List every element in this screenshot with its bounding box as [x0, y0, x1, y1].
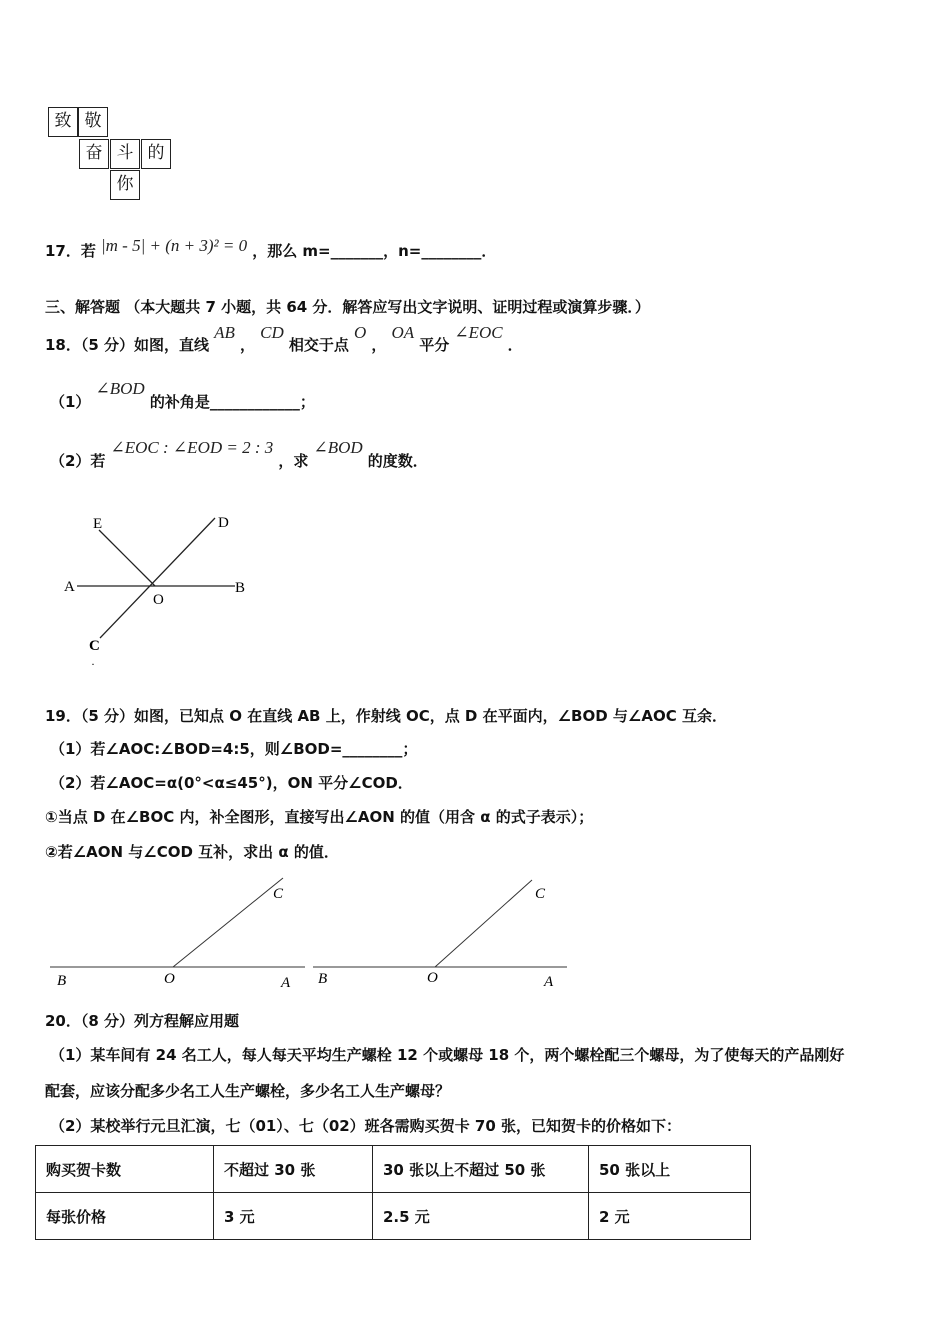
ray-oe	[99, 530, 155, 586]
cube-net-cell: 致	[48, 107, 78, 137]
q20-line-3: 配套，应该分配多少名工人生产螺栓，多少名工人生产螺母？	[45, 1082, 451, 1100]
q18-p1-label: （1）	[50, 393, 91, 411]
q18-p2-label: （2）若	[50, 452, 106, 470]
q18-sep1: ，	[240, 336, 256, 354]
q18-part-2	[50, 437, 428, 470]
label-e: E	[93, 516, 103, 532]
table-cell: 购买贺卡数	[36, 1146, 214, 1193]
section-heading: 三、解答题 （本大题共 7 小题，共 64 分．解答应写出文字说明、证明过程或演算步骤．）	[45, 298, 650, 316]
table-cell: 50 张以上	[589, 1146, 751, 1193]
ray-oc	[435, 880, 532, 967]
q19-line-5: ②若∠AON 与∠COD 互补，求出 α 的值．	[45, 843, 339, 861]
q18-end: ．	[507, 336, 523, 354]
cube-net-cell: 斗	[110, 139, 140, 169]
table-header-row	[36, 1146, 751, 1193]
label-o: O	[427, 970, 438, 986]
q18-p1-angle: ∠BOD	[95, 379, 145, 398]
q17-prefix: 17．若	[45, 242, 96, 260]
label-a: A	[544, 974, 554, 990]
q20-line-1: 20．（8 分）列方程解应用题	[45, 1012, 240, 1030]
question-18	[45, 322, 523, 354]
label-b: B	[57, 973, 67, 989]
table-cell: 3 元	[214, 1193, 373, 1240]
question-17	[45, 236, 497, 261]
q18-ab: AB	[214, 323, 235, 342]
q18-oa: OA	[391, 323, 415, 342]
q18-mid: 相交于点	[288, 336, 349, 354]
q18-p1-text: 的补角是____________；	[149, 393, 315, 411]
q19-line-3: （2）若∠AOC=α(0°<α≤45°)，ON 平分∠COD．	[50, 774, 413, 792]
q18-p2-angle: ∠BOD	[313, 438, 363, 457]
q18-p2-ratio: ∠EOC : ∠EOD = 2 : 3	[110, 438, 274, 457]
label-a: A	[281, 975, 291, 991]
line-cd	[100, 518, 215, 638]
q19-figure-left	[45, 875, 310, 995]
table-cell: 2.5 元	[373, 1193, 589, 1240]
q17-suffix: ，那么 m=_______，n=________．	[252, 242, 497, 260]
price-table	[35, 1145, 751, 1240]
table-cell: 每张价格	[36, 1193, 214, 1240]
q18-lead: 18．（5 分）如图，直线	[45, 336, 210, 354]
label-o: O	[153, 592, 164, 608]
q17-equation: |m - 5| + (n + 3)² = 0	[100, 236, 248, 255]
q18-p2-mid: ，求	[278, 452, 309, 470]
table-row	[36, 1193, 751, 1240]
label-o: O	[164, 971, 175, 987]
ray-oc	[173, 878, 283, 967]
q19-line-2: （1）若∠AOC:∠BOD=4:5，则∠BOD=________；	[50, 740, 418, 758]
q18-o: O	[353, 323, 367, 342]
label-a: A	[64, 579, 75, 595]
table-cell: 2 元	[589, 1193, 751, 1240]
label-c: C	[89, 638, 100, 654]
q18-bisects: 平分	[419, 336, 450, 354]
q18-part-1	[50, 378, 315, 411]
label-b: B	[235, 580, 246, 596]
cube-net-cell: 奋	[79, 139, 109, 169]
label-c: C	[273, 886, 284, 902]
q18-sep2: ，	[371, 336, 387, 354]
label-b: B	[318, 971, 328, 987]
label-c: C	[535, 886, 546, 902]
stray-mark: ·	[91, 657, 95, 671]
q18-cd: CD	[260, 323, 284, 342]
cube-net-cell: 你	[110, 170, 140, 200]
q18-figure	[55, 505, 265, 675]
q20-line-2: （1）某车间有 24 名工人，每人每天平均生产螺栓 12 个或螺母 18 个，两个螺栓配三个螺母，为了使每天的产品刚好	[50, 1046, 845, 1064]
q19-figure-right	[310, 875, 575, 995]
q19-line-4: ①当点 D 在∠BOC 内，补全图形，直接写出∠AON 的值（用含 α 的式子表示）；	[45, 808, 594, 826]
cube-net-cell: 敬	[78, 107, 108, 137]
q20-line-4: （2）某校举行元旦汇演，七（01）、七（02）班各需购买贺卡 70 张，已知贺卡的价格如下：	[50, 1117, 682, 1135]
q19-line-1: 19．（5 分）如图，已知点 O 在直线 AB 上，作射线 OC，点 D 在平面内，∠BOD 与∠AOC 互余．	[45, 707, 727, 725]
table-cell: 30 张以上不超过 50 张	[373, 1146, 589, 1193]
q18-eoc: ∠EOC	[454, 323, 503, 342]
table-cell: 不超过 30 张	[214, 1146, 373, 1193]
label-d: D	[218, 515, 229, 531]
q18-p2-end: 的度数．	[367, 452, 428, 470]
cube-net-cell: 的	[141, 139, 171, 169]
